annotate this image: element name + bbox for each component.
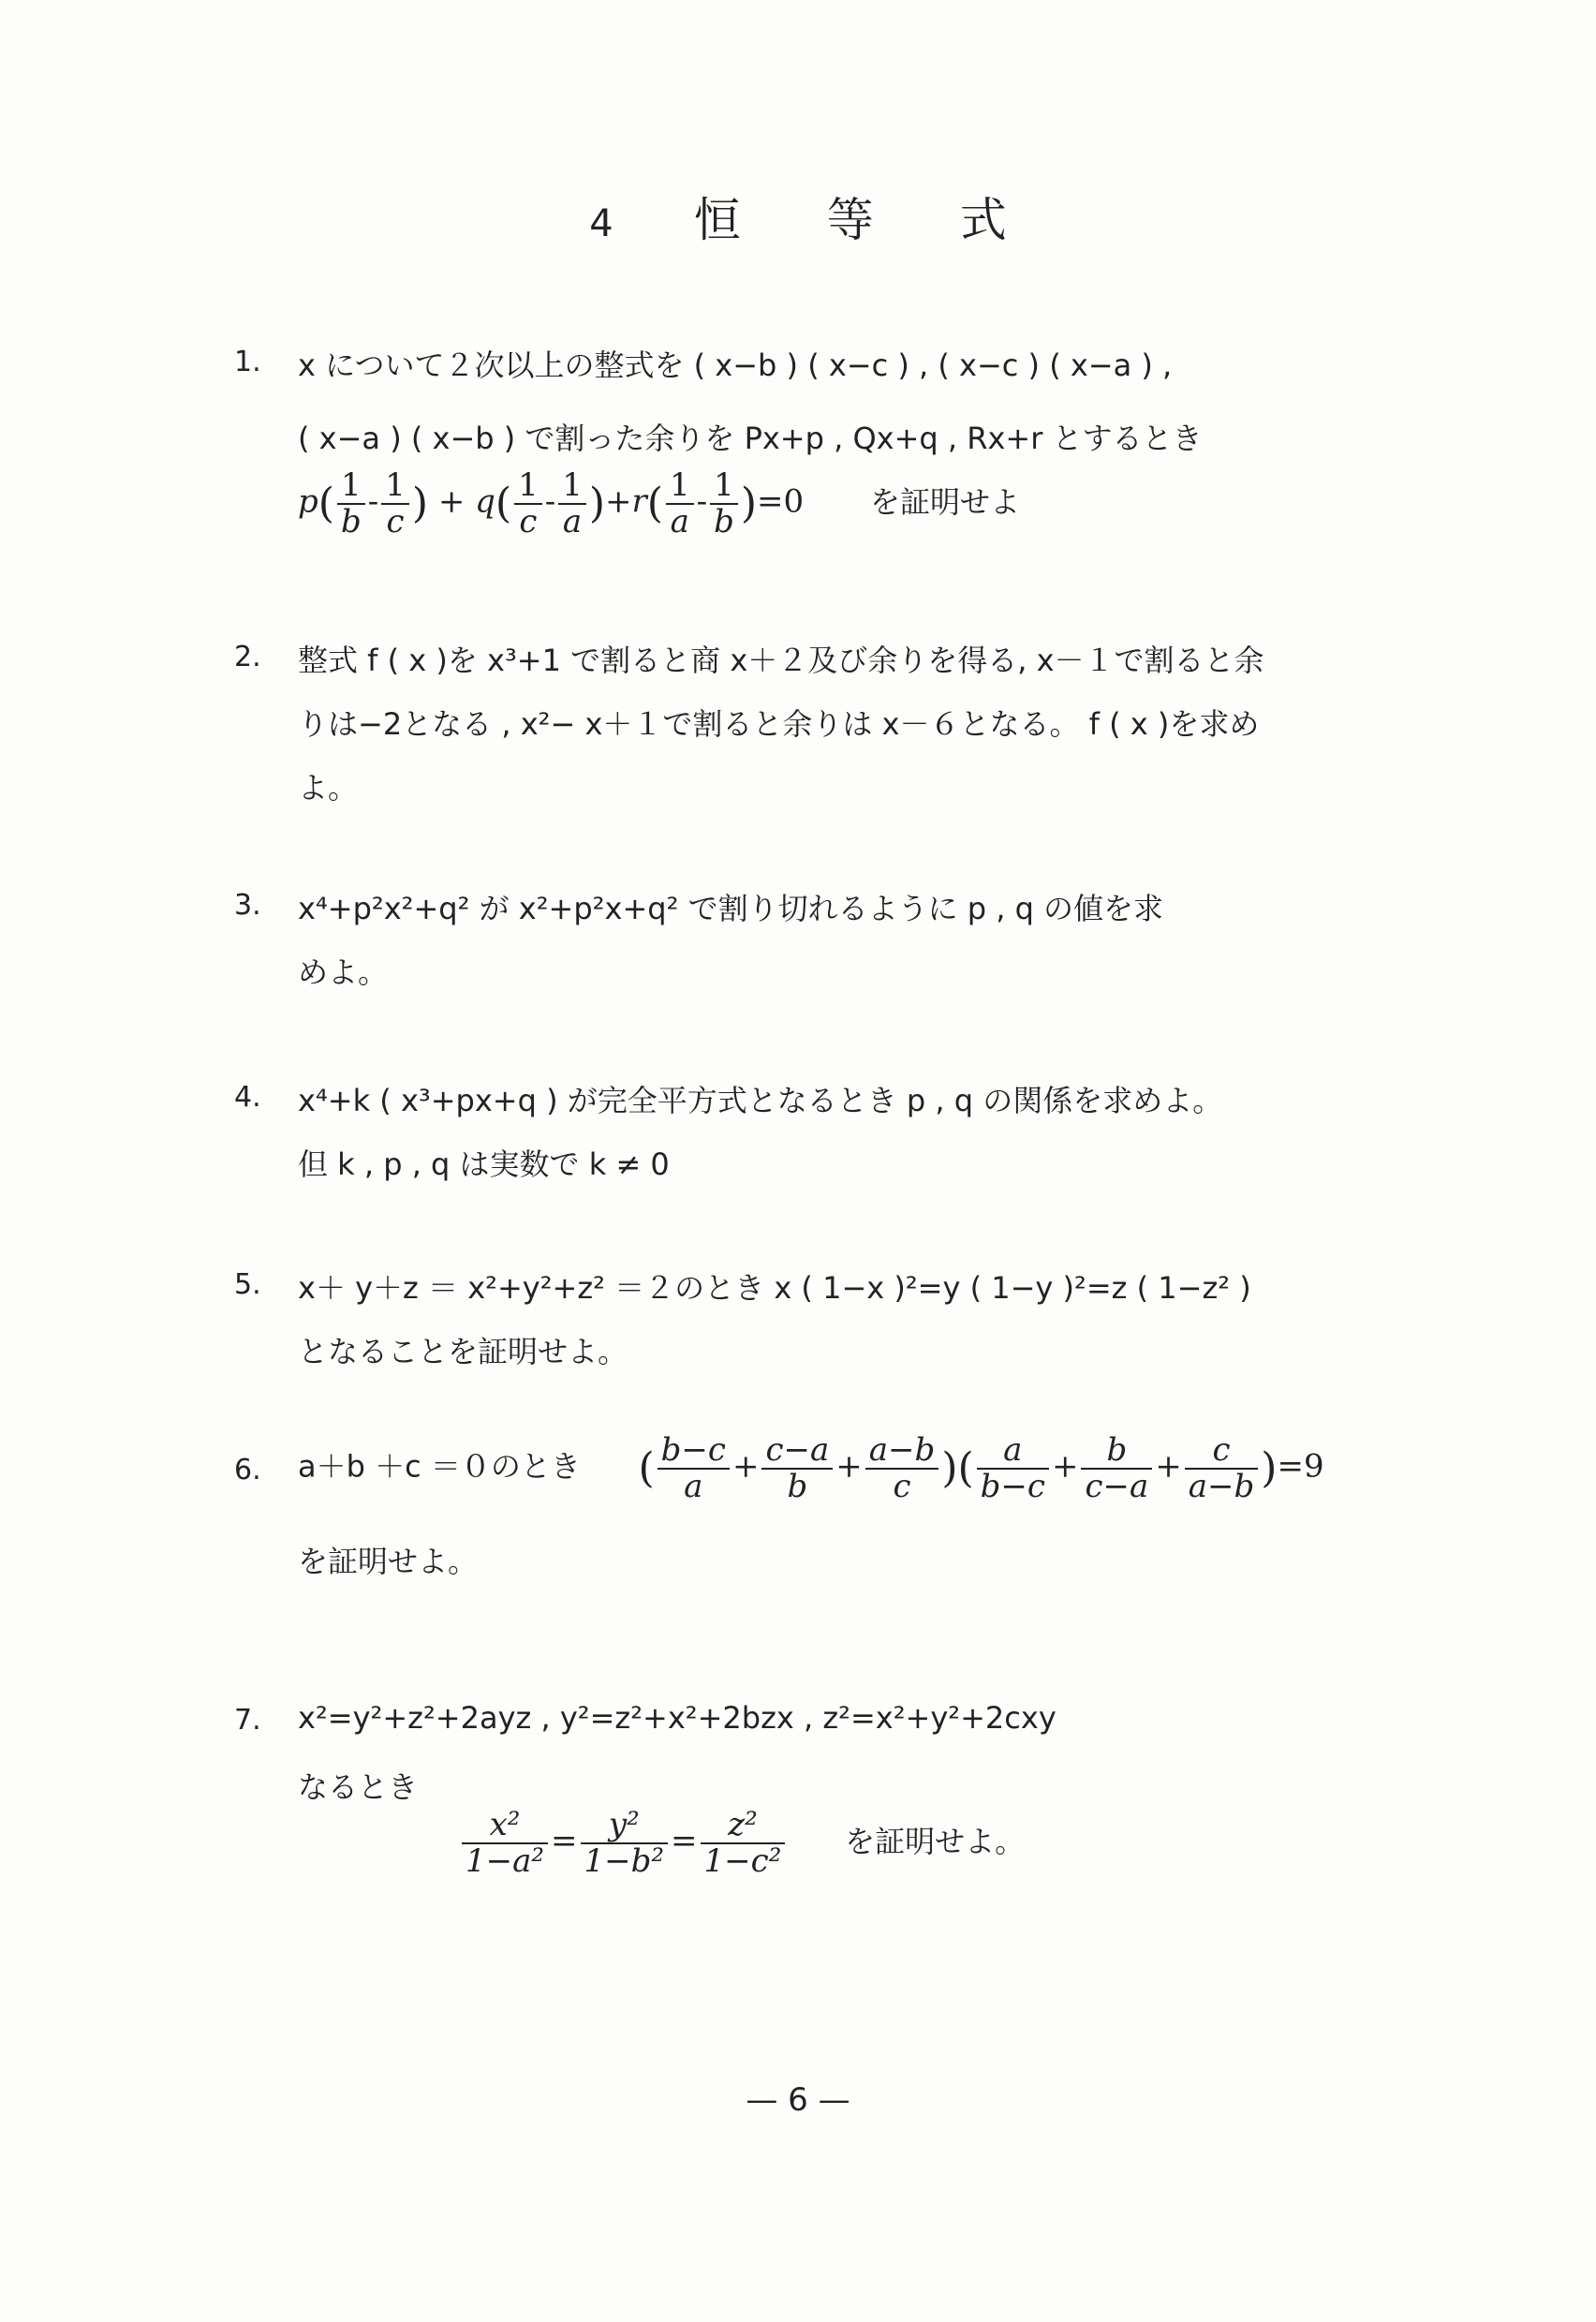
coef-r: +r — [605, 482, 647, 521]
fraction: $\frac{1}{b}$ — [337, 468, 365, 539]
problem-3 — [234, 885, 1508, 1016]
fraction: $\frac{a-b}{c}$ — [865, 1433, 939, 1503]
problem-number: 3. — [234, 889, 261, 922]
problem-line: なるとき — [298, 1769, 419, 1805]
fraction: $\frac{b-c}{a}$ — [658, 1433, 730, 1503]
chapter-number: 4 — [589, 202, 613, 245]
problem-7 — [234, 1700, 1508, 1915]
problem-line: x について２次以上の整式を ( x−b ) ( x−c ) , ( x−c ) ( x−a ) , — [298, 348, 1173, 383]
problem-line: x＋ y＋z ＝ x²+y²+z² ＝２のとき x ( 1−x )²=y ( 1−y )²=z ( 1−z² ) — [298, 1270, 1251, 1306]
problem-line: りは−2となる , x²− x＋１で割ると余りは x－６となる。 f ( x )を求め — [298, 706, 1260, 742]
fraction: $\frac{c-a}{b}$ — [761, 1433, 833, 1503]
problem-number: 6. — [234, 1454, 261, 1486]
fraction: $\frac{1}{a}$ — [666, 468, 694, 539]
fraction: $\frac{a}{b-c}$ — [977, 1433, 1049, 1503]
problem-number: 4. — [234, 1081, 261, 1114]
problem-line: 但 k , p , q は実数で k ≠ 0 — [298, 1146, 670, 1182]
problem-2 — [234, 637, 1508, 824]
condition-text: a＋b ＋c ＝０のとき — [298, 1448, 581, 1485]
problem-1 — [234, 342, 1508, 557]
problem-line: x⁴+k ( x³+px+q ) が完全平方式となるとき p , q の関係を求めよ。 — [298, 1083, 1223, 1118]
fraction: $\frac{b}{c-a}$ — [1081, 1433, 1152, 1503]
problem-number: 5. — [234, 1268, 261, 1301]
problem-line: x⁴+p²x²+q² が x²+p²x+q² で割り切れるように p , q の値を求 — [298, 891, 1164, 926]
coef-q: + q — [437, 482, 495, 521]
problem-line: となることを証明せよ。 — [298, 1334, 628, 1369]
problem-line: x²=y²+z²+2ayz , y²=z²+x²+2bzx , z²=x²+y²+2cxy — [298, 1700, 1057, 1736]
problem-line: ( x−a ) ( x−b ) で割った余りを Px+p , Qx+q , Rx+r とするとき — [298, 421, 1203, 456]
problem-line: よ。 — [298, 770, 359, 806]
problem-4 — [234, 1077, 1508, 1208]
problem-formula: p( $\frac{1}{b}$ - $\frac{1}{c}$ ) + q( $\frac{1}{c}$ - $\frac{1}{a}$ )+r( $\frac{1}{a}$ - $\frac{1}{b}$ )=0 を証明せよ — [298, 466, 1020, 540]
prove-text: を証明せよ — [869, 483, 1020, 520]
problem-number: 7. — [234, 1704, 261, 1737]
fraction: $\frac{1}{c}$ — [514, 468, 542, 539]
problem-formula: $\frac{\text{x²}}{\text{1−a²}}$ = $\frac{\text{y²}}{\text{1−b²}}$ = $\frac{\text{z²}}{\text{1−c²}}$ を証明せよ。 — [459, 1808, 1025, 1878]
title-char-3: 式 — [959, 193, 1007, 247]
problem-line: 整式 f ( x )を x³+1 で割ると商 x＋２及び余りを得る, x－１で割ると余 — [298, 643, 1264, 678]
fraction: $\frac{\text{x²}}{\text{1−a²}}$ — [462, 1808, 548, 1878]
page-number: — 6 — — [746, 2081, 850, 2119]
fraction: $\frac{1}{c}$ — [381, 468, 409, 539]
problem-formula: a＋b ＋c ＝０のとき ( $\frac{b-c}{a}$ + $\frac{c-a}{b}$ + $\frac{a-b}{c}$ )( $\frac{a}{b-c}$ + $\frac{b}{c-a}$ + $\frac{c}{a-b}$ )=9 — [298, 1431, 1324, 1505]
problem-number: 1. — [234, 346, 261, 378]
problem-line: を証明せよ。 — [298, 1544, 479, 1579]
equals-zero: =0 — [757, 482, 805, 521]
page-title — [0, 183, 1596, 250]
problem-6 — [234, 1433, 1508, 1592]
title-char-2: 等 — [826, 193, 874, 247]
fraction: $\frac{1}{a}$ — [558, 468, 586, 539]
problem-number: 2. — [234, 641, 261, 673]
fraction: $\frac{\text{z²}}{\text{1−c²}}$ — [701, 1808, 786, 1878]
fraction: $\frac{1}{b}$ — [710, 468, 738, 539]
fraction: $\frac{c}{a-b}$ — [1185, 1433, 1259, 1503]
coef-p: p — [298, 482, 318, 521]
title-char-1: 恒 — [693, 193, 741, 247]
problem-5 — [234, 1265, 1508, 1396]
problem-line: めよ。 — [298, 954, 389, 990]
equals-nine: =9 — [1277, 1447, 1324, 1486]
prove-text: を証明せよ。 — [845, 1823, 1026, 1859]
fraction: $\frac{\text{y²}}{\text{1−b²}}$ — [581, 1808, 669, 1878]
